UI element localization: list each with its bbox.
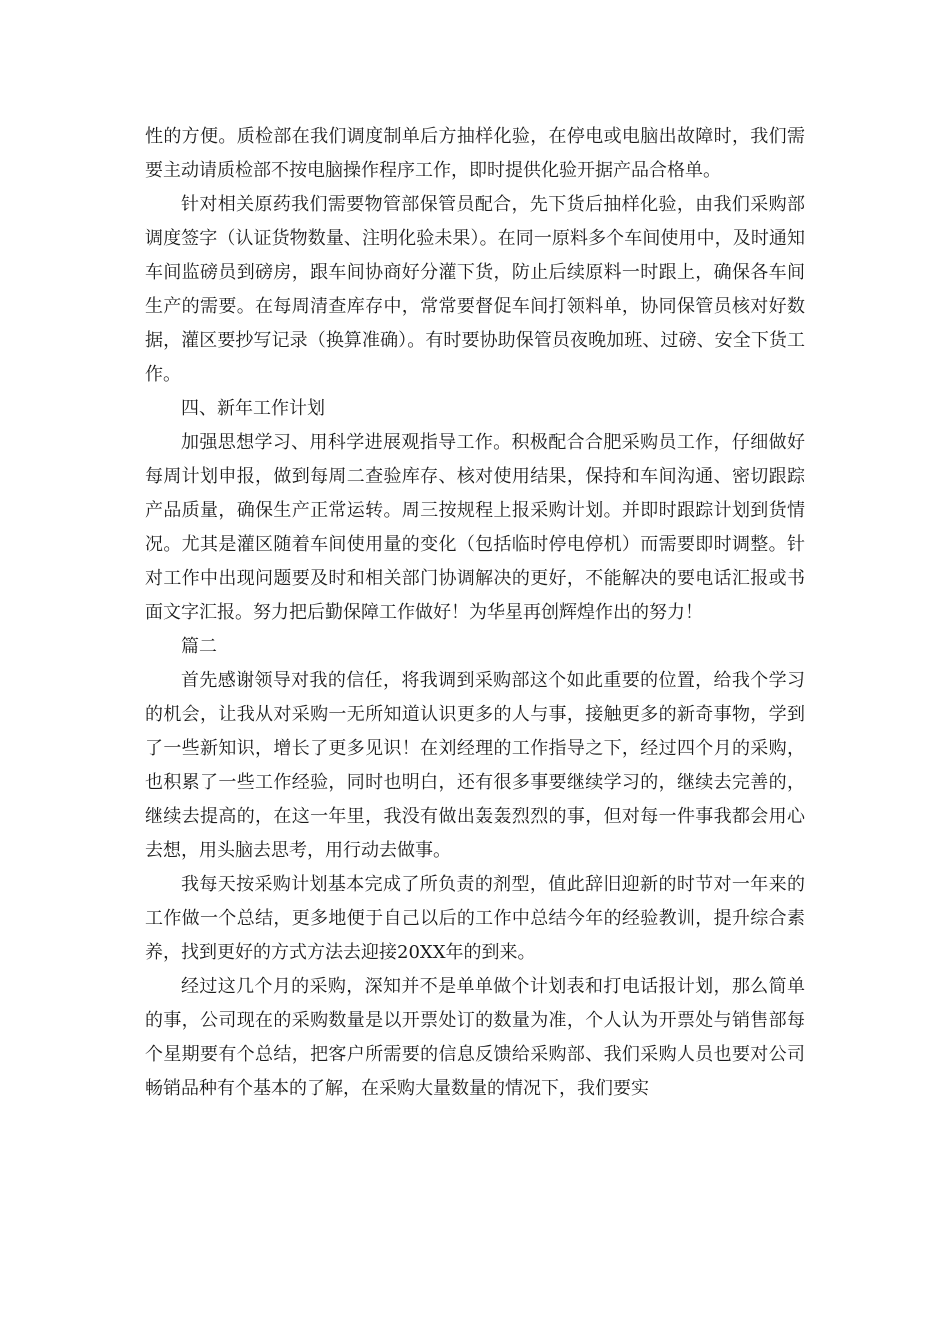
paragraph: 加强思想学习、用科学进展观指导工作。积极配合合肥采购员工作，仔细做好每周计划申报，做到每周二查验库存、核对使用结果，保持和车间沟通、密切跟踪产品质量，确保生产正常运转。周三按规程上报采购计划。并即时跟踪计划到货情况。尤其是灌区随着车间使用量的变化（包括临时停电停机）而需要即时调整。针对工作中出现问题要及时和相关部门协调解决的更好，不能解决的要电话汇报或书面文字汇报。努力把后勤保障工作做好！为华星再创辉煌作出的努力！ [145, 432, 805, 623]
paragraph: 经过这几个月的采购，深知并不是单单做个计划表和打电话报计划，那么简单的事，公司现在的采购数量是以开票处订的数量为准，个人认为开票处与销售部每个星期要有个总结，把客户所需要的信息反馈给采购部、我们采购人员也要对公司畅销品种有个基本的了解，在采购大量数量的情况下，我们要实 [145, 976, 805, 1099]
paragraph: 首先感谢领导对我的信任，将我调到采购部这个如此重要的位置，给我个学习的机会，让我从对采购一无所知道认识更多的人与事，接触更多的新奇事物，学到了一些新知识，增长了更多见识！在刘经理的工作指导之下，经过四个月的采购，也积累了一些工作经验，同时也明白，还有很多事要继续学习的，继续去完善的，继续去提高的，在这一年里，我没有做出轰轰烈烈的事，但对每一件事我都会用心去想，用头脑去思考，用行动去做事。 [145, 670, 805, 861]
paragraph: 我每天按采购计划基本完成了所负责的剂型，值此辞旧迎新的时节对一年来的工作做一个总结，更多地便于自己以后的工作中总结今年的经验教训，提升综合素养，找到更好的方式方法去迎接20XX年的到来。 [145, 874, 805, 963]
paragraph: 性的方便。质检部在我们调度制单后方抽样化验，在停电或电脑出故障时，我们需要主动请质检部不按电脑操作程序工作，即时提供化验开据产品合格单。 [145, 126, 805, 181]
paragraph: 针对相关原药我们需要物管部保管员配合，先下货后抽样化验，由我们采购部调度签字（认证货物数量、注明化验未果）。在同一原料多个车间使用中，及时通知车间监磅员到磅房，跟车间协商好分灌下货，防止后续原料一时跟上，确保各车间生产的需要。在每周清查库存中，常常要督促车间打领料单，协同保管员核对好数据，灌区要抄写记录（换算准确）。有时要协助保管员夜晚加班、过磅、安全下货工作。 [145, 194, 805, 385]
section-heading: 篇二 [181, 636, 217, 657]
section-heading: 四、新年工作计划 [181, 398, 325, 419]
document-body [145, 120, 805, 1106]
